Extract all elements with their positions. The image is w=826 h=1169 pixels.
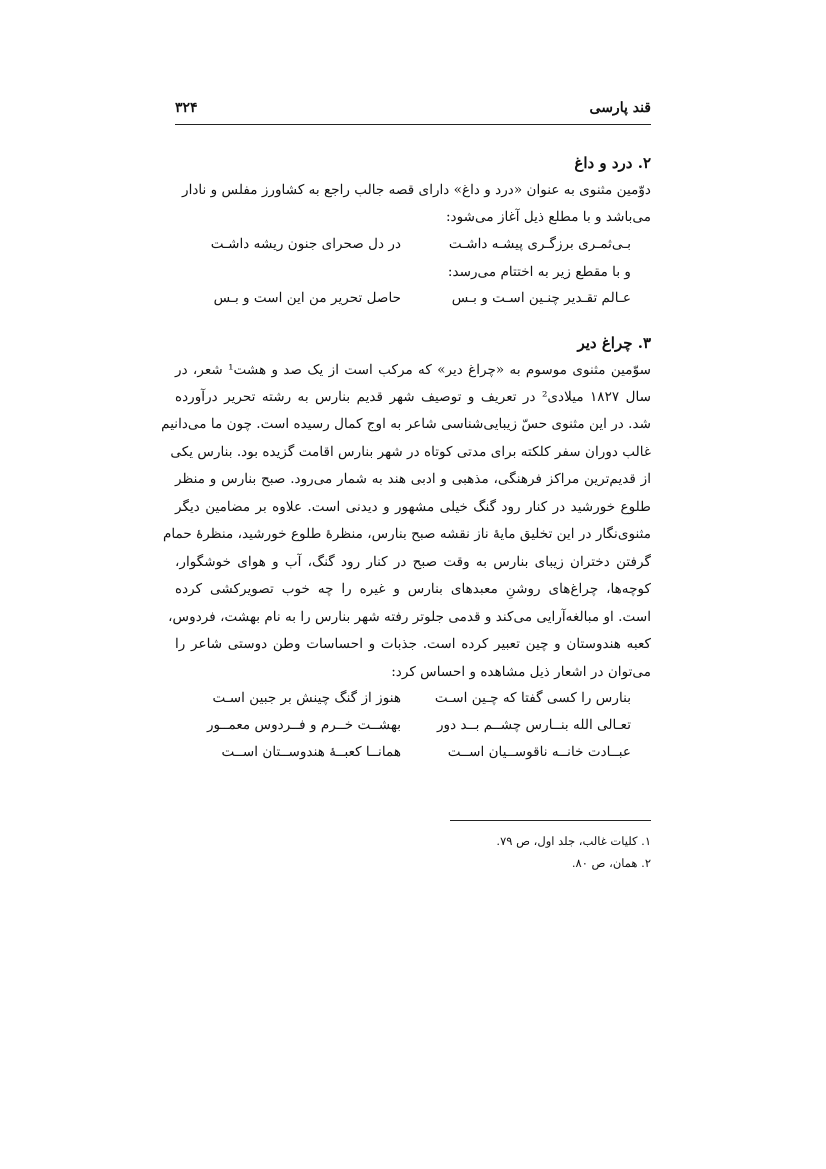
verse-couplet — [175, 717, 651, 741]
body-text-line: سوّمین مثنوی موسوم به «چراغ دیر» که مرکب است از یک صد و هشت¹ شعر، در — [175, 362, 651, 378]
body-text-line: کعبه هندوستان و چین تعبیر کرده است. جذبات و احساسات وطن دوستی شاعر را — [175, 636, 651, 652]
body-text-line: غالب دوران سفر کلکته برای مدتی کوتاه در شهر بنارس اقامت گزیده بود. بنارس یکی — [170, 444, 651, 460]
running-head-title: قند پارسی — [589, 100, 651, 116]
verse-hemistich-first: تعـالی الله بنــارس چشــم بــد دور — [436, 717, 631, 733]
body-text-line: سال ۱۸۲۷ میلادی² در تعریف و توصیف شهر قدیم بنارس به رشته تحریر درآورده — [175, 389, 652, 405]
verse-hemistich-first: بنارس را کسی گفتا که چـین اسـت — [434, 690, 631, 706]
section2-intro-line-2: می‌باشد و با مطلع ذیل آغاز می‌شود: — [445, 209, 651, 225]
verse-hemistich-first: عـالم تقـدیر چنـین اسـت و بـس — [451, 290, 631, 306]
body-text-line: می‌توان در اشعار ذیل مشاهده و احساس کرد: — [391, 664, 651, 680]
body-text-line: شد. در این مثنوی حسّ زیبایی‌شناسی شاعر به اوج کمال رسیده است. چون ما می‌دانیم — [161, 416, 651, 432]
running-head — [175, 98, 651, 125]
section-heading-cheragh-e-deir: ۳. چراغ دیر — [577, 334, 651, 352]
verse-couplet — [175, 236, 651, 260]
footnote: ۱. کلیات غالب، جلد اول، ص ۷۹. — [496, 834, 651, 848]
body-text-line: از قدیم‌ترین مراکز فرهنگی، مذهبی و ادبی هند به شمار می‌رود. صبح بنارس و منظر — [175, 471, 651, 487]
footnote-separator — [450, 820, 651, 821]
verse-hemistich-second: هنوز از گنگ چینش بر جبین اسـت — [212, 690, 401, 706]
section2-transition-line: و با مقطع زیر به اختتام می‌رسد: — [447, 264, 631, 280]
verse-couplet — [175, 290, 651, 314]
body-text-line: کوچه‌ها، چراغ‌های روشنِ معبدهای بنارس و غیره را چه خوب تصویرکشی کرده — [175, 581, 651, 597]
body-text-line: گرفتن دختران زیبای بنارس به وقت صبح در کنار رود گنگ، آب و هوای خوشگوار، — [175, 554, 651, 570]
verse-couplet — [175, 690, 651, 714]
verse-hemistich-second: بهشــت خــرم و فــردوس معمــور — [206, 717, 401, 733]
footnote: ۲. همان، ص ۸۰. — [571, 856, 651, 870]
verse-hemistich-first: بـی‌ثمـری برزگـری پیشـه داشـت — [448, 236, 631, 252]
verse-hemistich-second: همانــا کعبــهٔ هندوســتان اســت — [221, 744, 401, 760]
verse-hemistich-second: حاصل تحریر من این است و بـس — [213, 290, 401, 306]
verse-hemistich-second: در دل صحرای جنون ریشه داشـت — [210, 236, 401, 252]
body-text-line: است. او مبالغه‌آرایی می‌کند و قدمی جلوتر رفته شهر بنارس را به نام بهشت، فردوس، — [168, 609, 651, 625]
verse-hemistich-first: عبــادت خانــه ناقوســیان اســت — [447, 744, 631, 760]
body-text-line: طلوع خورشید در کنار رود گنگ خیلی مشهور و دیدنی است. علاوه بر مضامین دیگر — [175, 499, 651, 515]
section2-intro-line-1: دوّمین مثنوی به عنوان «درد و داغ» دارای قصه جالب راجع به کشاورز مفلس و نادار — [182, 182, 651, 198]
verse-couplet — [175, 744, 651, 768]
page-number: ۳۲۴ — [175, 100, 198, 116]
body-text-line: مثنوی‌نگار در این تخلیق مایهٔ ناز نقشه صبح بنارس، منظرهٔ طلوع خورشید، منظرهٔ حمام — [163, 526, 651, 542]
section-heading-dard-o-dagh: ۲. درد و داغ — [574, 154, 651, 172]
